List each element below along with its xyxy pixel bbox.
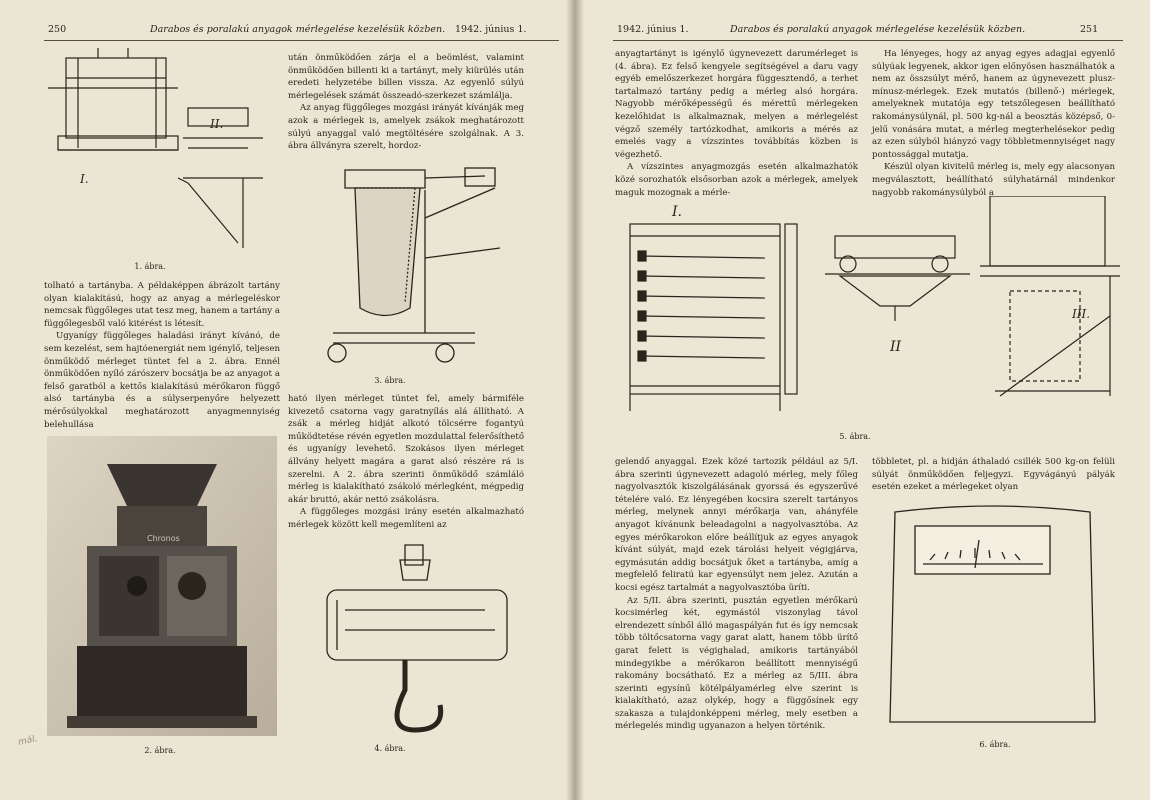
paragraph: Ugyanígy függőleges haladási irányt kívánó, de sem kezelést, sem hajtóenergiát nem igénylő, teljesen önműködő mérleget tüntet fel a 2. ábra. Ennél önműködően nyíló zárószerv bocsátja be az anyagot a felső garatból a kettős kialakítású mérőkaron függő alsó tartányba és a súlyserpenyőre helyezett mérősúlyokkal meghatározott anyagmennyiség belehullása: [44, 331, 280, 430]
right-column-1-text: [615, 48, 858, 199]
header-rule: [44, 40, 559, 41]
paragraph: gelendő anyaggal. Ezek közé tartozik például az 5/I. ábra szerinti úgynevezett adagoló mérleg, mely főleg nagyolvasztók kiszolgálásának gyorssá és egyszerűvé tételére való. Ez lényegében kocsira szerelt tartányos mérleg, melynek annyi mérőkarja van, ahányféle anyagot kívánunk beleadagolni a nagyolvasztóba. Az egyes mérőkarokon előre beállítjuk az egyes anyagok kívánt súlyát, majd ezek tárolási helyeit végigjárva, egymásután addig bocsátjuk őket a tartányba, amíg a megfelelő feliratú kar egyensúlyt nem jelez. Azután a kocsi egész tartalmát a nagyolvasztóba üríti.: [615, 457, 858, 593]
paragraph: Az anyag függőleges mozgási irányát kívánják meg azok a mérlegek is, amelyek zsákok meghatározott súlyú anyaggal való megtöltésére szolgálnak. A 3. ábra állványra szerelt, hordoz-: [288, 103, 524, 152]
paragraph: A függőleges mozgási irány esetén alkalmazható mérlegek között kell megemlíteni az: [288, 507, 524, 530]
figure-5-label-i: I.: [672, 204, 682, 220]
issue-date: 1942. június 1.: [617, 24, 689, 35]
figure-5-batching-scale-drawing: [610, 196, 1125, 434]
paragraph: ható ilyen mérleget tüntet fel, amely bármiféle kivezető csatorna vagy garatnyílás alá állítható. A zsák a mérleg hidját alkotó tölcsérre fogantyú működtetése révén egyetlen mozdulattal felerősíthető és ugyanígy levehető. Szokásos ilyen mérleget állvány helyett magára a garat alsó részére rá is szerelni. A 2. ábra szerinti önműködő számláló mérleg is kialakítható zsákoló mérlegként, mégpedig akár bruttó, akár nettó zsákolásra.: [288, 394, 524, 505]
svg-text:Chronos: Chronos: [147, 534, 180, 543]
right-page: [575, 0, 1150, 800]
figure-4-caption: 4. ábra.: [374, 744, 406, 753]
header-rule: [613, 40, 1123, 41]
figure-6-plus-minus-scale-drawing: [875, 502, 1110, 732]
figure-2-automatic-scale-photo: [47, 436, 277, 736]
figure-1-scale-drawing: [38, 48, 266, 258]
book-gutter: [566, 0, 584, 800]
paragraph: többletet, pl. a hidján áthaladó csillék 500 kg-on felüli súlyát önműködően feljegyzi. Egyvágányú pályák esetén ezeket a mérlegeket olyan: [872, 457, 1115, 493]
right-column-1-lower-text: [615, 456, 858, 733]
figure-5-label-iii: III.: [1072, 307, 1091, 321]
left-column-2-text: [288, 52, 524, 153]
figure-1-label-ii: II.: [210, 117, 224, 131]
issue-date: 1942. június 1.: [455, 24, 527, 35]
right-column-2-lower-text: [872, 456, 1115, 494]
figure-5-label-ii: II: [890, 339, 902, 355]
page-number: 250: [48, 24, 67, 35]
paragraph: A vízszintes anyagmozgás esetén alkalmazhatók közé sorozhatók elsősorban azok a mérlegek, amelyek maguk mozognak a mérle-: [615, 162, 858, 198]
figure-1-caption: 1. ábra.: [134, 262, 166, 271]
paragraph: Készül olyan kivitelű mérleg is, mely egy alacsonyan megválasztott, beállítható súlyhatárnál mindenkor nagyobb rakománysúlyból a: [872, 162, 1115, 198]
figure-1-label-i: I.: [80, 172, 89, 186]
figure-3-bag-scale-drawing: [315, 158, 515, 373]
paragraph: anyagtartányt is igénylő úgynevezett darumérleget is (4. ábra). Ez felső kengyele segítségével a daru vagy egyéb emelőszerkezet horgára függesztendő, a terhet tartalmazó tartány pedig a mérleg alsó horgára. Nagyobb mérőképességű és mérettű mérlegeken kezelőhidat is alkalmaznak, melyen a mérlegelést végző személy tartózkodhat, amikoris a mérés az emelés vagy a vízszintes továbbítás közben is végezhető.: [615, 49, 858, 160]
left-column-2-lower-text: [288, 393, 524, 532]
right-column-2-text: [872, 48, 1115, 199]
running-title: Darabos és poralakú anyagok mérlegelése kezelésük közben.: [730, 24, 1026, 35]
figure-6-caption: 6. ábra.: [979, 740, 1011, 749]
paragraph: Az 5/II. ábra szerinti, pusztán egyetlen mérőkarú kocsimérleg két, egymástól viszonylag távol elrendezett sínből álló magaspályán fut és így nemcsak több töltőcsatorna vagy garat alatt, hanem több ürítő garat felett is végighalad, amikoris tartányából mindegyikbe a mérőkaron beállított mennyiségű rakomány bocsátható. Ez a mérleg az 5/III. ábra szerinti egysínű kötélpályamérleg elve szerint is kialakítható, azaz olykép, hogy a függősínek egy szakasza a tulajdonképpeni mérleg, mely esetben a mérlegelés mindig ugyanazon a helyen történik.: [615, 595, 858, 732]
figure-5-caption: 5. ábra.: [839, 432, 871, 441]
paragraph: után önműködően zárja el a beömlést, valamint önműködően billenti ki a tartányt, mely kiürülés után eredeti helyzetébe billen vissza. Az egyenlő súlyú mérlegelések számát összeadó-szerkezet számlálja.: [288, 53, 524, 101]
paragraph: tolható a tartányba. A példaképpen ábrázolt tartány olyan kialakítású, hogy az anyag a mérlegeléskor nemcsak függőleges utat tesz meg, hanem a tartány a függőlegesből való kitérést is létesít.: [44, 281, 280, 329]
running-title: Darabos és poralakú anyagok mérlegelése kezelésük közben.: [150, 24, 446, 35]
page-number: 251: [1080, 24, 1099, 35]
figure-3-caption: 3. ábra.: [374, 376, 406, 385]
left-column-1-text: [44, 280, 280, 431]
pencil-annotation: mál.: [17, 734, 39, 748]
figure-4-crane-scale-drawing: [305, 540, 520, 740]
figure-2-caption: 2. ábra.: [144, 746, 176, 755]
paragraph: Ha lényeges, hogy az anyag egyes adagjai egyenlő súlyúak legyenek, akkor igen előnyösen használhatók a nem az összsúlyt mérő, hanem az úgynevezett plusz-mínusz-mérlegek. Ezek mutatós (billenő-) mérlegek, amelyeknek mutatója egy tetszőlegesen beállítható rakománysúlynál, pl. 500 kg-nál a beosztás középső, 0-jelű vonására mutat, a mérleg megterhelésekor pedig az ezen súlyból hiányzó vagy többletmennyiséget nagy pontossággal mutatja.: [872, 49, 1115, 160]
